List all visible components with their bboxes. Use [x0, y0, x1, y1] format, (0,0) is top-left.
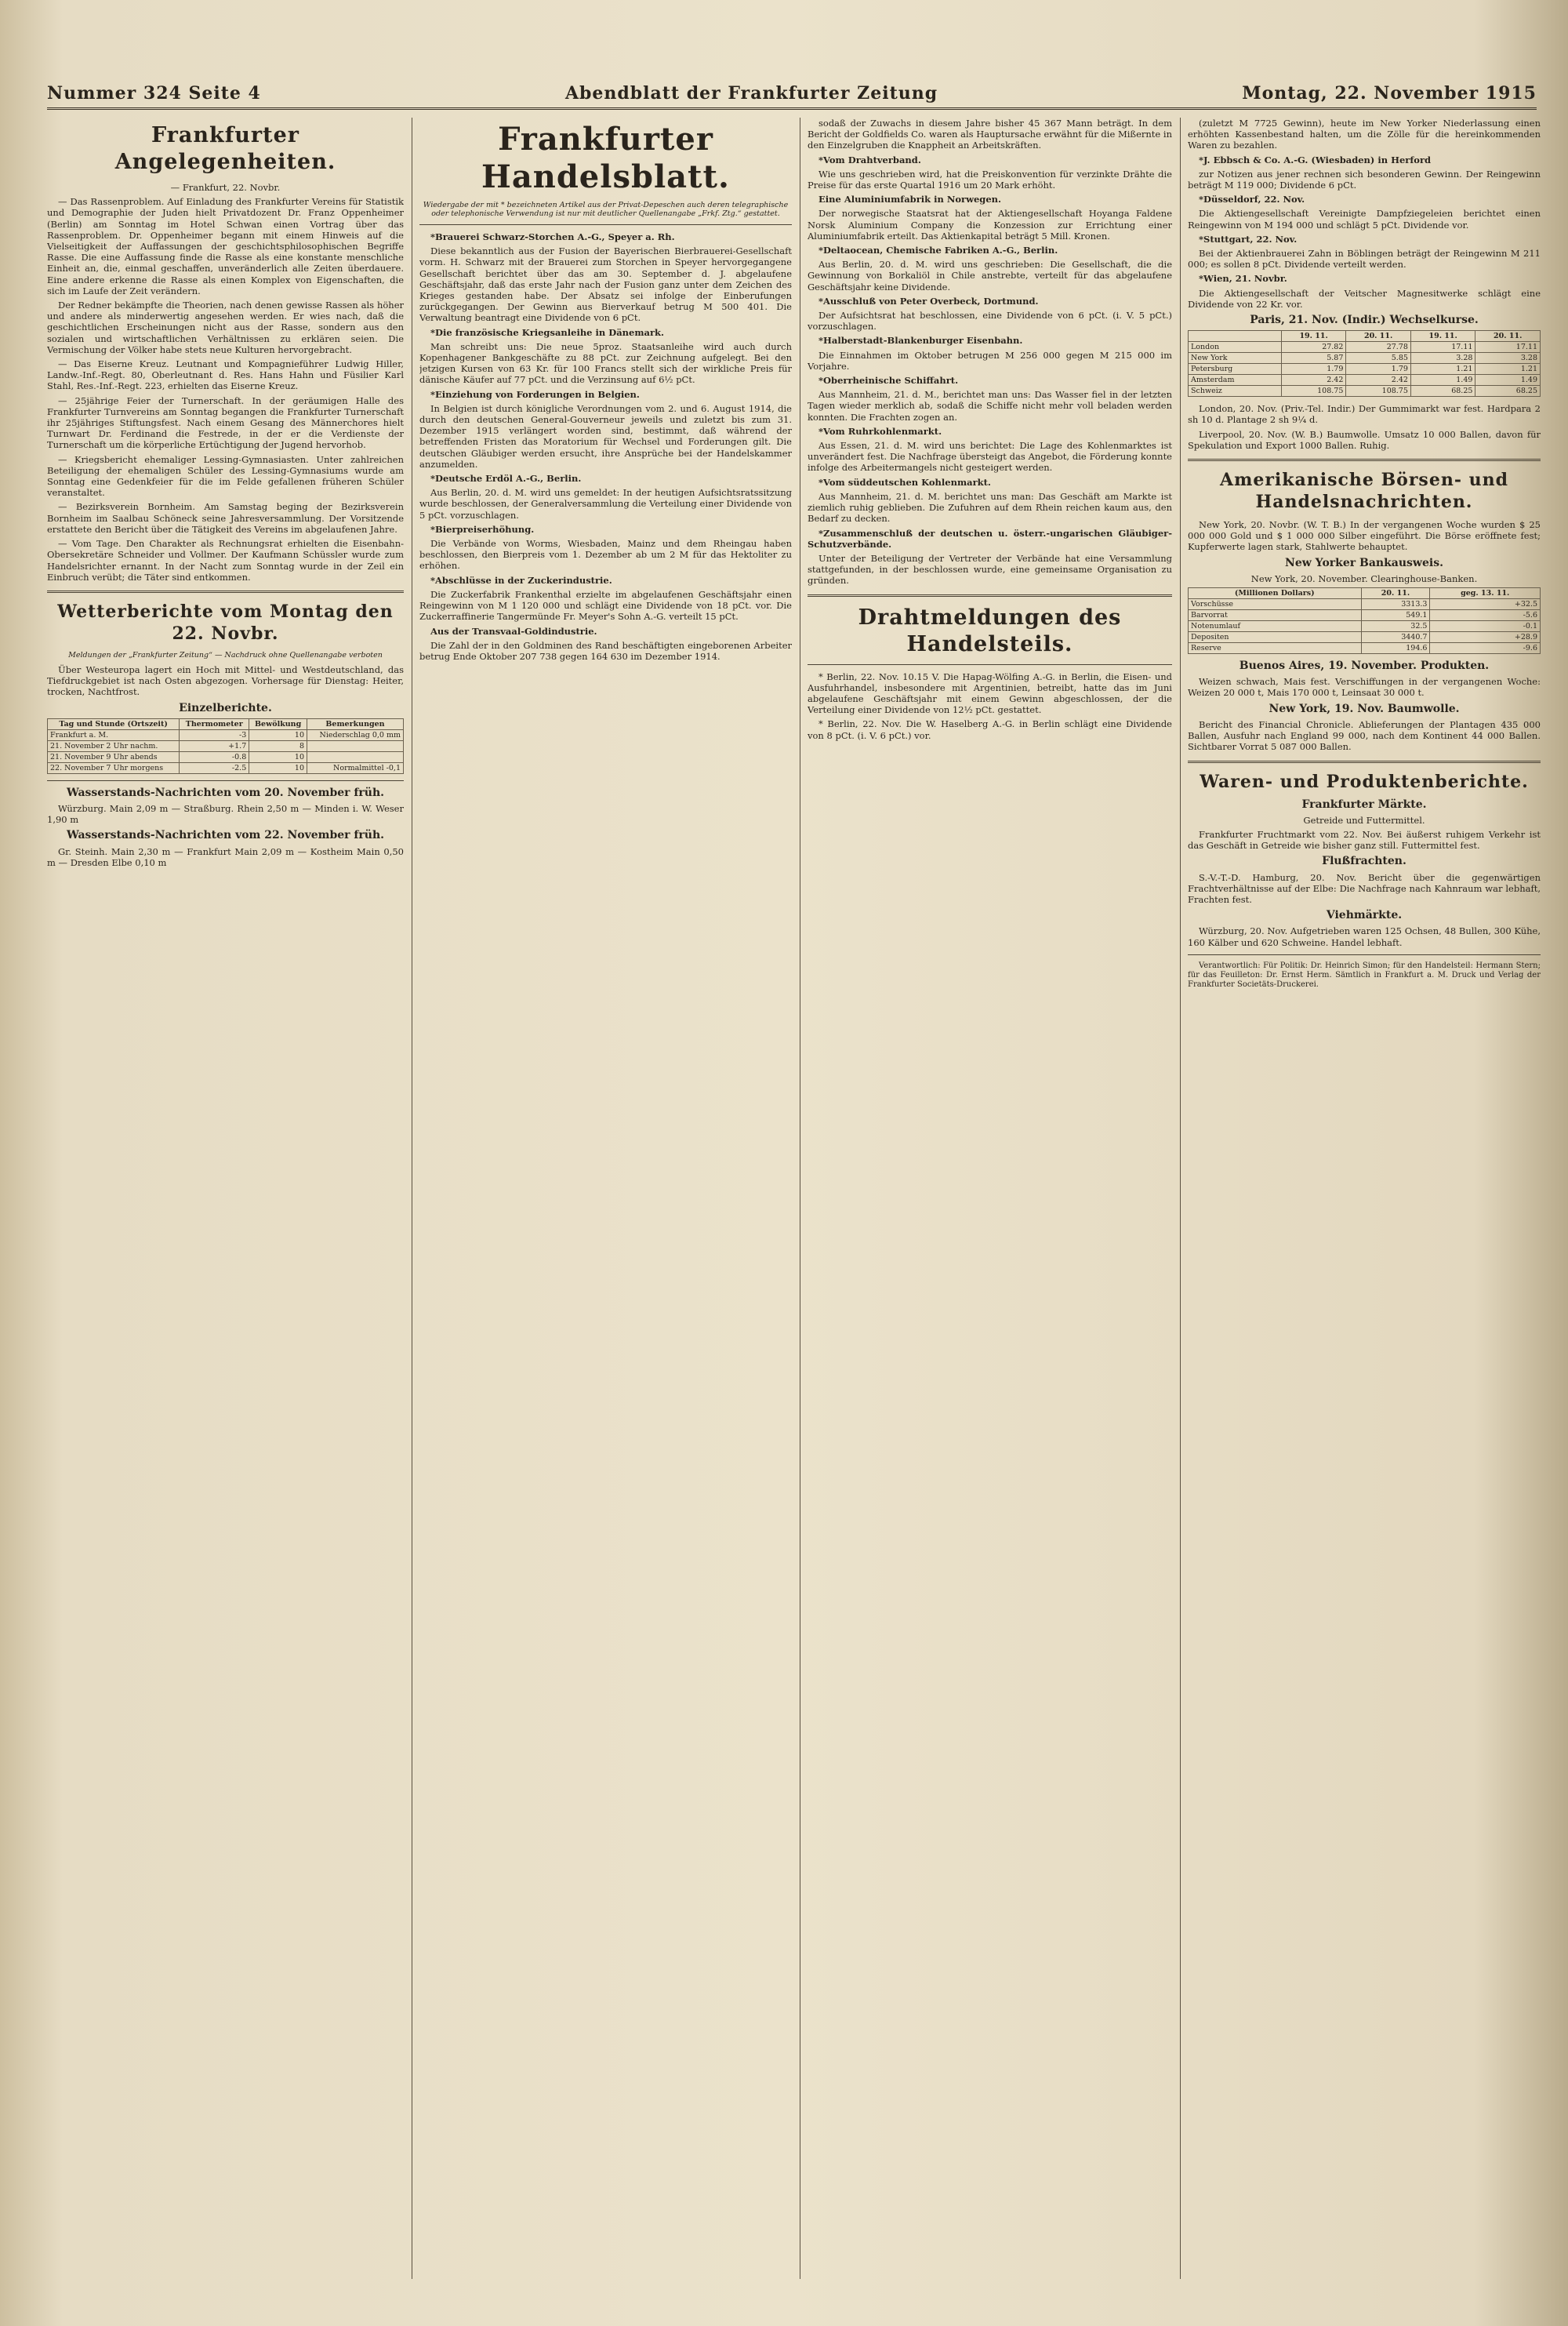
article-paragraph: * Berlin, 22. Nov. 10.15 V. Die Hapag-Wölfing A.-G. in Berlin, die Eisen- und Ausfuhrhandel, insbesondere mit Argentinien, betreibt, hatte das im Juni abgelaufene Geschäftsjahr mit einem Gewinn abgeschlossen, der die Verteilung einer Dividende von 12½ pCt. gestattet. [808, 671, 1172, 716]
table-header: Bewölkung [249, 718, 307, 729]
article-paragraph: Die Verbände von Worms, Wiesbaden, Mainz und dem Rheingau haben beschlossen, den Bierpreis vom 1. Dezember ab um 2 M für das Hektoliter zu erhöhen. [419, 538, 792, 572]
paris-title: Paris, 21. Nov. (Indir.) Wechselkurse. [1250, 314, 1479, 327]
table-row [48, 740, 404, 751]
water-title: Wasserstands-Nachrichten vom 20. November früh. [66, 786, 385, 799]
table-cell: 5.85 [1346, 353, 1411, 364]
item-heading: *Einziehung von Forderungen in Belgien. [430, 388, 640, 400]
table-row [1189, 643, 1541, 654]
water-text: Gr. Steinh. Main 2,30 m — Frankfurt Main 2,09 m — Kostheim Main 0,50 m — Dresden Elbe 0,10 m [47, 845, 404, 868]
article-paragraph: Weizen schwach, Mais fest. Verschiffungen in der vergangenen Woche: Weizen 20 000 t, Mais 170 000 t, Leinsaat 30 000 t. [1188, 676, 1541, 699]
table-header: (Millionen Dollars) [1189, 588, 1362, 599]
article-paragraph: Diese bekanntlich aus der Fusion der Bayerischen Bierbrauerei-Gesellschaft vorm. H. Schwarz mit der Brauerei zum Storchen in Speyer hervorgegangene Gesellschaft berichtet über das am 30. September d. J. abgelaufene Geschäftsjahr, daß das erste Jahr nach der Fusion ganz unter dem Zeichen des Krieges gestanden habe. Der Absatz sei infolge der Einberufungen zurückgegangen. Der Gewinn aus Bierverkauf betrug M 500 401. Die Verwaltung beantragt eine Dividende von 6 pCt. [419, 245, 792, 324]
table-row [1189, 632, 1541, 643]
table-cell: Frankfurt a. M. [48, 729, 180, 740]
table-cell: -5.6 [1430, 610, 1541, 621]
bank-subtitle: New York, 20. November. Clearinghouse-Banken. [1250, 572, 1478, 584]
table-cell: 1.79 [1281, 364, 1346, 375]
table-cell: Notenumlauf [1189, 621, 1362, 632]
divider [47, 780, 404, 781]
cotton-title: New York, 19. Nov. Baumwolle. [1269, 702, 1460, 715]
article-paragraph: Wie uns geschrieben wird, hat die Preiskonvention für verzinkte Drähte die Preise für das erste Quartal 1916 um 20 Mark erhöht. [808, 168, 1172, 191]
table-header [1189, 331, 1282, 342]
divider [47, 591, 404, 593]
table-header: Thermometer [180, 718, 249, 729]
column-rule [1180, 118, 1181, 2279]
issue-date: Montag, 22. November 1915 [1242, 82, 1537, 104]
newspaper-title: Abendblatt der Frankfurter Zeitung [564, 82, 938, 104]
table-cell: 194.6 [1361, 643, 1430, 654]
table-cell: 22. November 7 Uhr morgens [48, 762, 180, 773]
article-paragraph: Die Aktiengesellschaft Vereinigte Dampfziegeleien berichtet einen Reingewinn von M 194 000 und schlägt 5 pCt. Dividende vor. [1188, 208, 1541, 231]
article-paragraph: Die Aktiengesellschaft der Veitscher Magnesitwerke schlägt eine Dividende von 22 Kr. vor. [1188, 287, 1541, 310]
table-cell: 8 [249, 740, 307, 751]
item-heading: Aus der Transvaal-Goldindustrie. [430, 625, 597, 637]
weather-table [47, 718, 404, 774]
table-cell: 1.49 [1410, 375, 1475, 386]
table-header: 20. 11. [1346, 331, 1411, 342]
table-cell: 32.5 [1361, 621, 1430, 632]
article-paragraph: (zuletzt M 7725 Gewinn), heute im New Yorker Niederlassung einen erhöhten Kassenbestand halten, um die Zölle für die hereinkommenden Waren zu bezahlen. [1188, 118, 1541, 151]
paris-exchange-table [1188, 330, 1541, 397]
table-cell: London [1189, 342, 1282, 353]
article-paragraph: — Kriegsbericht ehemaliger Lessing-Gymnasiasten. Unter zahlreichen Beteiligung der ehemaligen Schüler des Lessing-Gymnasiums wurde am Sonntag eine Gedenkfeier für die im Felde gefallenen früheren Schüler veranstaltet. [47, 453, 404, 499]
item-heading: *Wien, 21. Novbr. [1199, 273, 1287, 285]
water-title: Wasserstands-Nachrichten vom 22. November früh. [66, 829, 385, 842]
article-paragraph: Die Zuckerfabrik Frankenthal erzielte im abgelaufenen Geschäftsjahr einen Reingewinn von M 1 120 000 und schlägt eine Dividende von 18 pCt. vor. Die Zuckerraffinerie Tangermünde Fr. Meyer's Sohn A.-G. verteilt 15 pCt. [419, 588, 792, 623]
table-cell: Petersburg [1189, 364, 1282, 375]
article-paragraph: Der Redner bekämpfte die Theorien, nach denen gewisse Rassen als höher und andere als minderwertig angesehen werden. Er wies nach, daß die geschichtlichen Erscheinungen nicht aus der Rasse, sondern aus den sozialen und wirtschaftlichen Verhältnissen zu erklären seien. Die Vermischung der Völker habe stets neue Kulturen hervorgebracht. [47, 300, 404, 355]
divider [1188, 761, 1541, 763]
table-row [1189, 599, 1541, 610]
table-cell: 1.21 [1410, 364, 1475, 375]
table-cell: 27.82 [1281, 342, 1346, 353]
table-cell: 1.49 [1475, 375, 1541, 386]
divider [808, 664, 1172, 665]
table-header: 19. 11. [1281, 331, 1346, 342]
weather-title: Wetterberichte vom Montag den 22. Novbr. [57, 601, 394, 644]
item-heading: Eine Aluminiumfabrik in Norwegen. [818, 194, 1002, 205]
table-cell: +1.7 [180, 740, 249, 751]
article-paragraph: — Vom Tage. Den Charakter als Rechnungsrat erhielten die Eisenbahn-Obersekretäre Schneider und Vollmer. Der Kaufmann Schüssler wurde zum Handelsrichter ernannt. In der Nacht zum Sonntag wurde in der Zeil ein Einbruch verübt; die Täter sind entkommen. [47, 538, 404, 583]
item-heading: *Oberrheinische Schiffahrt. [818, 375, 959, 387]
dateline: — Frankfurt, 22. Novbr. [170, 182, 281, 193]
item-heading: *Vom Drahtverband. [818, 154, 921, 165]
weather-subtitle: Meldungen der „Frankfurter Zeitung“ — Nachdruck ohne Quellenangabe verboten [68, 650, 383, 660]
table-cell: 10 [249, 762, 307, 773]
article-paragraph: * Berlin, 22. Nov. Die W. Haselberg A.-G. in Berlin schlägt eine Dividende von 8 pCt. (i. V. 6 pCt.) vor. [808, 718, 1172, 741]
bank-table [1188, 587, 1541, 654]
table-cell: 3.28 [1475, 353, 1541, 364]
masthead [47, 78, 1537, 110]
item-heading: *Abschlüsse in der Zuckerindustrie. [430, 574, 612, 586]
article-paragraph: Aus Mannheim, 21. d. M. berichtet uns man: Das Geschäft am Markte ist ziemlich ruhig geblieben. Die Zufuhren auf dem Rhein reichen kaum aus, den Bedarf zu decken. [808, 490, 1172, 525]
divider [1188, 954, 1541, 955]
table-cell: 10 [249, 729, 307, 740]
article-paragraph: — Das Rassenproblem. Auf Einladung des Frankfurter Vereins für Statistik und Demographie der Juden hielt Privatdozent Dr. Franz Oppenheimer (Berlin) am Sonntag im Hotel Schwan einen Vortrag über das Rassenproblem. Dr. Oppenheimer begann mit einem Hinweis auf die Vielseitigkeit der Auffassungen der geschichtsphilosophischen Begriffe Rasse. Die eine Auffassung finde die Rasse als eine konstante menschliche Einheit an, die, einmal geschaffen, unveränderlich alle Zeiten überdauere. Eine andere erkenne die Rasse als einen Komplex von Eigenschaften, die sich im Laufe der Zeit verändern. [47, 196, 404, 296]
table-cell: 1.79 [1346, 364, 1411, 375]
article-paragraph: — Das Eiserne Kreuz. Leutnant und Kompagnieführer Ludwig Hiller, Landw.-Inf.-Regt. 80, Oberleutnant d. Res. Hans Hahn und Füsilier Karl Stahl, Res.-Inf.-Regt. 223, erhielten das Eiserne Kreuz. [47, 358, 404, 392]
table-header: Bemerkungen [307, 718, 404, 729]
item-heading: *J. Ebbsch & Co. A.-G. (Wiesbaden) in Herford [1199, 154, 1432, 165]
table-cell: -2.5 [180, 762, 249, 773]
divider [419, 224, 792, 225]
table-cell: 1.21 [1475, 364, 1541, 375]
table-cell: 17.11 [1475, 342, 1541, 353]
buenos-title: Buenos Aires, 19. November. Produkten. [1239, 660, 1490, 673]
table-cell: 3440.7 [1361, 632, 1430, 643]
article-paragraph: Man schreibt uns: Die neue 5proz. Staatsanleihe wird auch durch Kopenhagener Bankgeschäfte zu 88 pCt. zur Zeichnung aufgelegt. Bei den jetzigen Kursen von 63 Kr. für 100 Francs stellt sich der wirkliche Preis für dänische Käufer auf 77 pCt. und die Verzinsung auf 6½ pCt. [419, 340, 792, 386]
imprint: Verantwortlich: Für Politik: Dr. Heinrich Simon; für den Handelsteil: Hermann Stern; für das Feuilleton: Dr. Ernst Herm. Sämtlich in Frankfurt a. M. Druck und Verlag der Frankfurter Societäts-Druckerei. [1188, 961, 1541, 989]
article-paragraph: Bericht des Financial Chronicle. Ablieferungen der Plantagen 435 000 Ballen, Ausfuhr nach England 99 000, nach dem Kontinent 44 000 Ballen. Sichtbarer Vorrat 5 087 000 Ballen. [1188, 718, 1541, 753]
table-cell: 17.11 [1410, 342, 1475, 353]
table-cell: 21. November 9 Uhr abends [48, 751, 180, 762]
item-heading: *Düsseldorf, 22. Nov. [1199, 194, 1305, 205]
table-row [1189, 353, 1541, 364]
table-cell: 68.25 [1410, 386, 1475, 397]
article-paragraph: Aus Essen, 21. d. M. wird uns berichtet: Die Lage des Kohlenmarktes ist unverändert fest. Die Nachfrage übersteigt das Angebot, die Förderung konnte infolge des Arbeitermangels nicht gesteigert werden. [808, 440, 1172, 474]
article-paragraph: Aus Berlin, 20. d. M. wird uns gemeldet: In der heutigen Aufsichtsratssitzung wurde beschlossen, der Generalversammlung die Verteilung einer Dividende von 5 pCt. vorzuschlagen. [419, 487, 792, 521]
section-title: Waren- und Produktenberichte. [1200, 771, 1529, 792]
table-cell: Depositen [1189, 632, 1362, 643]
item-heading: *Deutsche Erdöl A.-G., Berlin. [430, 473, 582, 485]
weather-text: Über Westeuropa lagert ein Hoch mit Mittel- und Westdeutschland, das Tiefdruckgebiet ist nach Osten abgezogen. Vorhersage für Dienstag: Heiter, trocken, Nachtfrost. [47, 663, 404, 698]
table-cell: +28.9 [1430, 632, 1541, 643]
table-cell: 549.1 [1361, 610, 1430, 621]
table-cell: Vorschüsse [1189, 599, 1362, 610]
article-paragraph: Würzburg, 20. Nov. Aufgetrieben waren 125 Ochsen, 48 Bullen, 300 Kühe, 160 Kälber und 620 Schweine. Handel lebhaft. [1188, 925, 1541, 948]
table-header: geg. 13. 11. [1430, 588, 1541, 599]
article-paragraph: New York, 20. Novbr. (W. T. B.) In der vergangenen Woche wurden $ 25 000 000 Gold und $ 1 000 000 Silber eingeführt. Die Börse eröffnete fest; Kupferwerte lagen stark, Stahlwerte behauptet. [1188, 519, 1541, 553]
issue-number: Nummer 324 Seite 4 [47, 82, 261, 104]
table-cell: 10 [249, 751, 307, 762]
article-paragraph: Die Zahl der in den Goldminen des Rand beschäftigten eingeborenen Arbeiter betrug Ende Oktober 207 738 gegen 164 630 im Dezember 1914. [419, 639, 792, 662]
article-paragraph: — Bezirksverein Bornheim. Am Samstag beging der Bezirksverein Bornheim im Saalbau Schöneck seine Jahresversammlung. Der Vorsitzende erstattete den Bericht über die Tätigkeit des Vereins im abgelaufenen Jahre. [47, 501, 404, 535]
column-business-news [808, 118, 1172, 2279]
table-cell: 3.28 [1410, 353, 1475, 364]
article-paragraph: Der norwegische Staatsrat hat der Aktiengesellschaft Hoyanga Faldene Norsk Aluminium Company die Konzession zur Errichtung einer Aluminiumfabrik erteilt. Das Aktienkapital beträgt 5 Mill. Kronen. [808, 208, 1172, 242]
einzel-title: Einzelberichte. [179, 701, 272, 714]
table-cell: 21. November 2 Uhr nachm. [48, 740, 180, 751]
table-cell: New York [1189, 353, 1282, 364]
table-row [1189, 375, 1541, 386]
article-paragraph: London, 20. Nov. (Priv.-Tel. Indir.) Der Gummimarkt war fest. Hardpara 2 sh 10 d. Plantage 2 sh 9¼ d. [1188, 403, 1541, 426]
article-paragraph: Der Aufsichtsrat hat beschlossen, eine Dividende von 6 pCt. (i. V. 5 pCt.) vorzuschlagen. [808, 310, 1172, 333]
frankfurt-markets-subtitle: Getreide und Futtermittel. [1303, 814, 1425, 826]
article-paragraph: zur Notizen aus jener rechnen sich besonderen Gewinn. Der Reingewinn beträgt M 119 000; Dividende 6 pCt. [1188, 168, 1541, 191]
divider [808, 594, 1172, 597]
article-paragraph: Aus Berlin, 20. d. M. wird uns geschrieben: Die Gesellschaft, die die Gewinnung von Borkaliöl in Chile anstrebte, verteilt für das abgelaufene Geschäftsjahr keine Dividende. [808, 259, 1172, 293]
table-cell: Reserve [1189, 643, 1362, 654]
table-row [1189, 342, 1541, 353]
item-heading: *Halberstadt-Blankenburger Eisenbahn. [818, 335, 1023, 347]
table-header: 19. 11. [1410, 331, 1475, 342]
table-cell: 2.42 [1281, 375, 1346, 386]
table-cell: -9.6 [1430, 643, 1541, 654]
item-heading: *Zusammenschluß der deutschen u. österr.-ungarischen Gläubiger-Schutzverbände. [808, 527, 1172, 550]
table-row [48, 762, 404, 773]
table-cell: -0.1 [1430, 621, 1541, 632]
table-row [1189, 386, 1541, 397]
article-paragraph: sodaß der Zuwachs in diesem Jahre bisher 45 367 Mann beträgt. In dem Bericht der Goldfields Co. waren als Hauptursache erwähnt für die Mißernte in den Einzelgruben die Knappheit an Arbeitskräften. [808, 118, 1172, 151]
article-paragraph: Liverpool, 20. Nov. (W. B.) Baumwolle. Umsatz 10 000 Ballen, davon für Spekulation und Export 1000 Ballen. Ruhig. [1188, 428, 1541, 451]
table-cell: 5.87 [1281, 353, 1346, 364]
table-cell: +32.5 [1430, 599, 1541, 610]
column-markets [1188, 118, 1541, 2279]
section-title: Amerikanische Börsen- und Handelsnachrichten. [1220, 470, 1508, 513]
article-paragraph: — 25jährige Feier der Turnerschaft. In der geräumigen Halle des Frankfurter Turnvereins am Sonntag begangen die Frankfurter Turnerschaft ihr 25jähriges Stiftungsfest. Nach einem Gesang des Männerchores hielt Turnwart Dr. Ferdinand die Festrede, in der er die Verdienste der Turnerschaft um die körperliche Ertüchtigung der Jugend hervorhob. [47, 394, 404, 451]
table-cell: 27.78 [1346, 342, 1411, 353]
article-paragraph: Aus Mannheim, 21. d. M., berichtet man uns: Das Wasser fiel in der letzten Tagen wieder merklich ab, sodaß die Schiffe nicht mehr voll beladen werden konnten. Die Frachten zogen an. [808, 389, 1172, 423]
frankfurt-markets-title: Frankfurter Märkte. [1301, 798, 1427, 811]
article-paragraph: Die Einnahmen im Oktober betrugen M 256 000 gegen M 215 000 im Vorjahre. [808, 349, 1172, 372]
water-text: Würzburg. Main 2,09 m — Straßburg. Rhein 2,50 m — Minden i. W. Weser 1,90 m [47, 802, 404, 826]
table-cell: 3313.3 [1361, 599, 1430, 610]
table-cell: Barvorrat [1189, 610, 1362, 621]
divider [1188, 459, 1541, 461]
table-cell: 108.75 [1346, 386, 1411, 397]
item-heading: *Vom Ruhrkohlenmarkt. [818, 425, 942, 437]
table-row [1189, 621, 1541, 632]
article-paragraph: Bei der Aktienbrauerei Zahn in Böblingen beträgt der Reingewinn M 211 000; es sollen 8 pCt. Dividende verteilt werden. [1188, 248, 1541, 271]
article-paragraph: Frankfurter Fruchtmarkt vom 22. Nov. Bei äußerst ruhigem Verkehr ist das Geschäft in Getreide wie bisher ganz still. Futtermittel fest. [1188, 828, 1541, 852]
article-paragraph: S.-V.-T.-D. Hamburg, 20. Nov. Bericht über die gegenwärtigen Frachtverhältnisse auf der Elbe: Die Nachfrage nach Kahnraum war lebhaft, Frachten fest. [1188, 871, 1541, 905]
item-heading: *Vom süddeutschen Kohlenmarkt. [818, 476, 991, 488]
river-freight-title: Flußfrachten. [1322, 855, 1406, 868]
reprint-note: Wiedergabe der mit * bezeichneten Artikel aus der Privat-Depeschen auch deren telegraphische oder telephonische Verwendung ist nur mit deutlicher Quellenangabe „Frkf. Ztg.“ gestattet. [423, 201, 789, 218]
section-title: Frankfurter Handelsblatt. [481, 121, 730, 195]
table-cell: -3 [180, 729, 249, 740]
column-local-news [47, 118, 404, 2279]
table-cell: Amsterdam [1189, 375, 1282, 386]
table-cell: Normalmittel -0,1 [307, 762, 404, 773]
table-row [48, 751, 404, 762]
livestock-title: Viehmärkte. [1326, 909, 1403, 922]
table-cell: -0.8 [180, 751, 249, 762]
column-handelsblatt [419, 118, 792, 2279]
table-cell: Niederschlag 0,0 mm [307, 729, 404, 740]
section-title: Frankfurter Angelegenheiten. [114, 123, 336, 174]
item-heading: *Brauerei Schwarz-Storchen A.-G., Speyer a. Rh. [430, 231, 675, 242]
table-cell [307, 751, 404, 762]
table-header: 20. 11. [1361, 588, 1430, 599]
item-heading: *Ausschluß von Peter Overbeck, Dortmund. [818, 295, 1039, 307]
article-paragraph: In Belgien ist durch königliche Verordnungen vom 2. und 6. August 1914, die durch den deutschen General-Gouverneur jeweils und zuletzt bis zum 31. Dezember 1915 verlängert worden sind, bestimmt, daß während der betreffenden Fristen das Moratorium für Wechsel und Forderungen gilt. Die deutschen Gläubiger werden ersucht, ihre Ansprüche bei der Handelskammer anzumelden. [419, 402, 792, 470]
table-cell: 2.42 [1346, 375, 1411, 386]
table-cell: 108.75 [1281, 386, 1346, 397]
item-heading: *Stuttgart, 22. Nov. [1199, 233, 1298, 245]
table-header: Tag und Stunde (Ortszeit) [48, 718, 180, 729]
section-title: Drahtmeldungen des Handelsteils. [858, 605, 1122, 656]
table-cell [307, 740, 404, 751]
table-header: 20. 11. [1475, 331, 1541, 342]
table-cell: 68.25 [1475, 386, 1541, 397]
table-cell: Schweiz [1189, 386, 1282, 397]
item-heading: *Deltaocean, Chemische Fabriken A.-G., Berlin. [818, 245, 1058, 256]
table-row [1189, 364, 1541, 375]
item-heading: *Die französische Kriegsanleihe in Dänemark. [430, 326, 664, 338]
table-row [48, 729, 404, 740]
bank-title: New Yorker Bankausweis. [1285, 556, 1443, 569]
item-heading: *Bierpreiserhöhung. [430, 523, 535, 535]
table-row [1189, 610, 1541, 621]
article-paragraph: Unter der Beteiligung der Vertreter der Verbände hat eine Versammlung stattgefunden, in der beschlossen wurde, eine gemeinsame Organisation zu gründen. [808, 552, 1172, 587]
